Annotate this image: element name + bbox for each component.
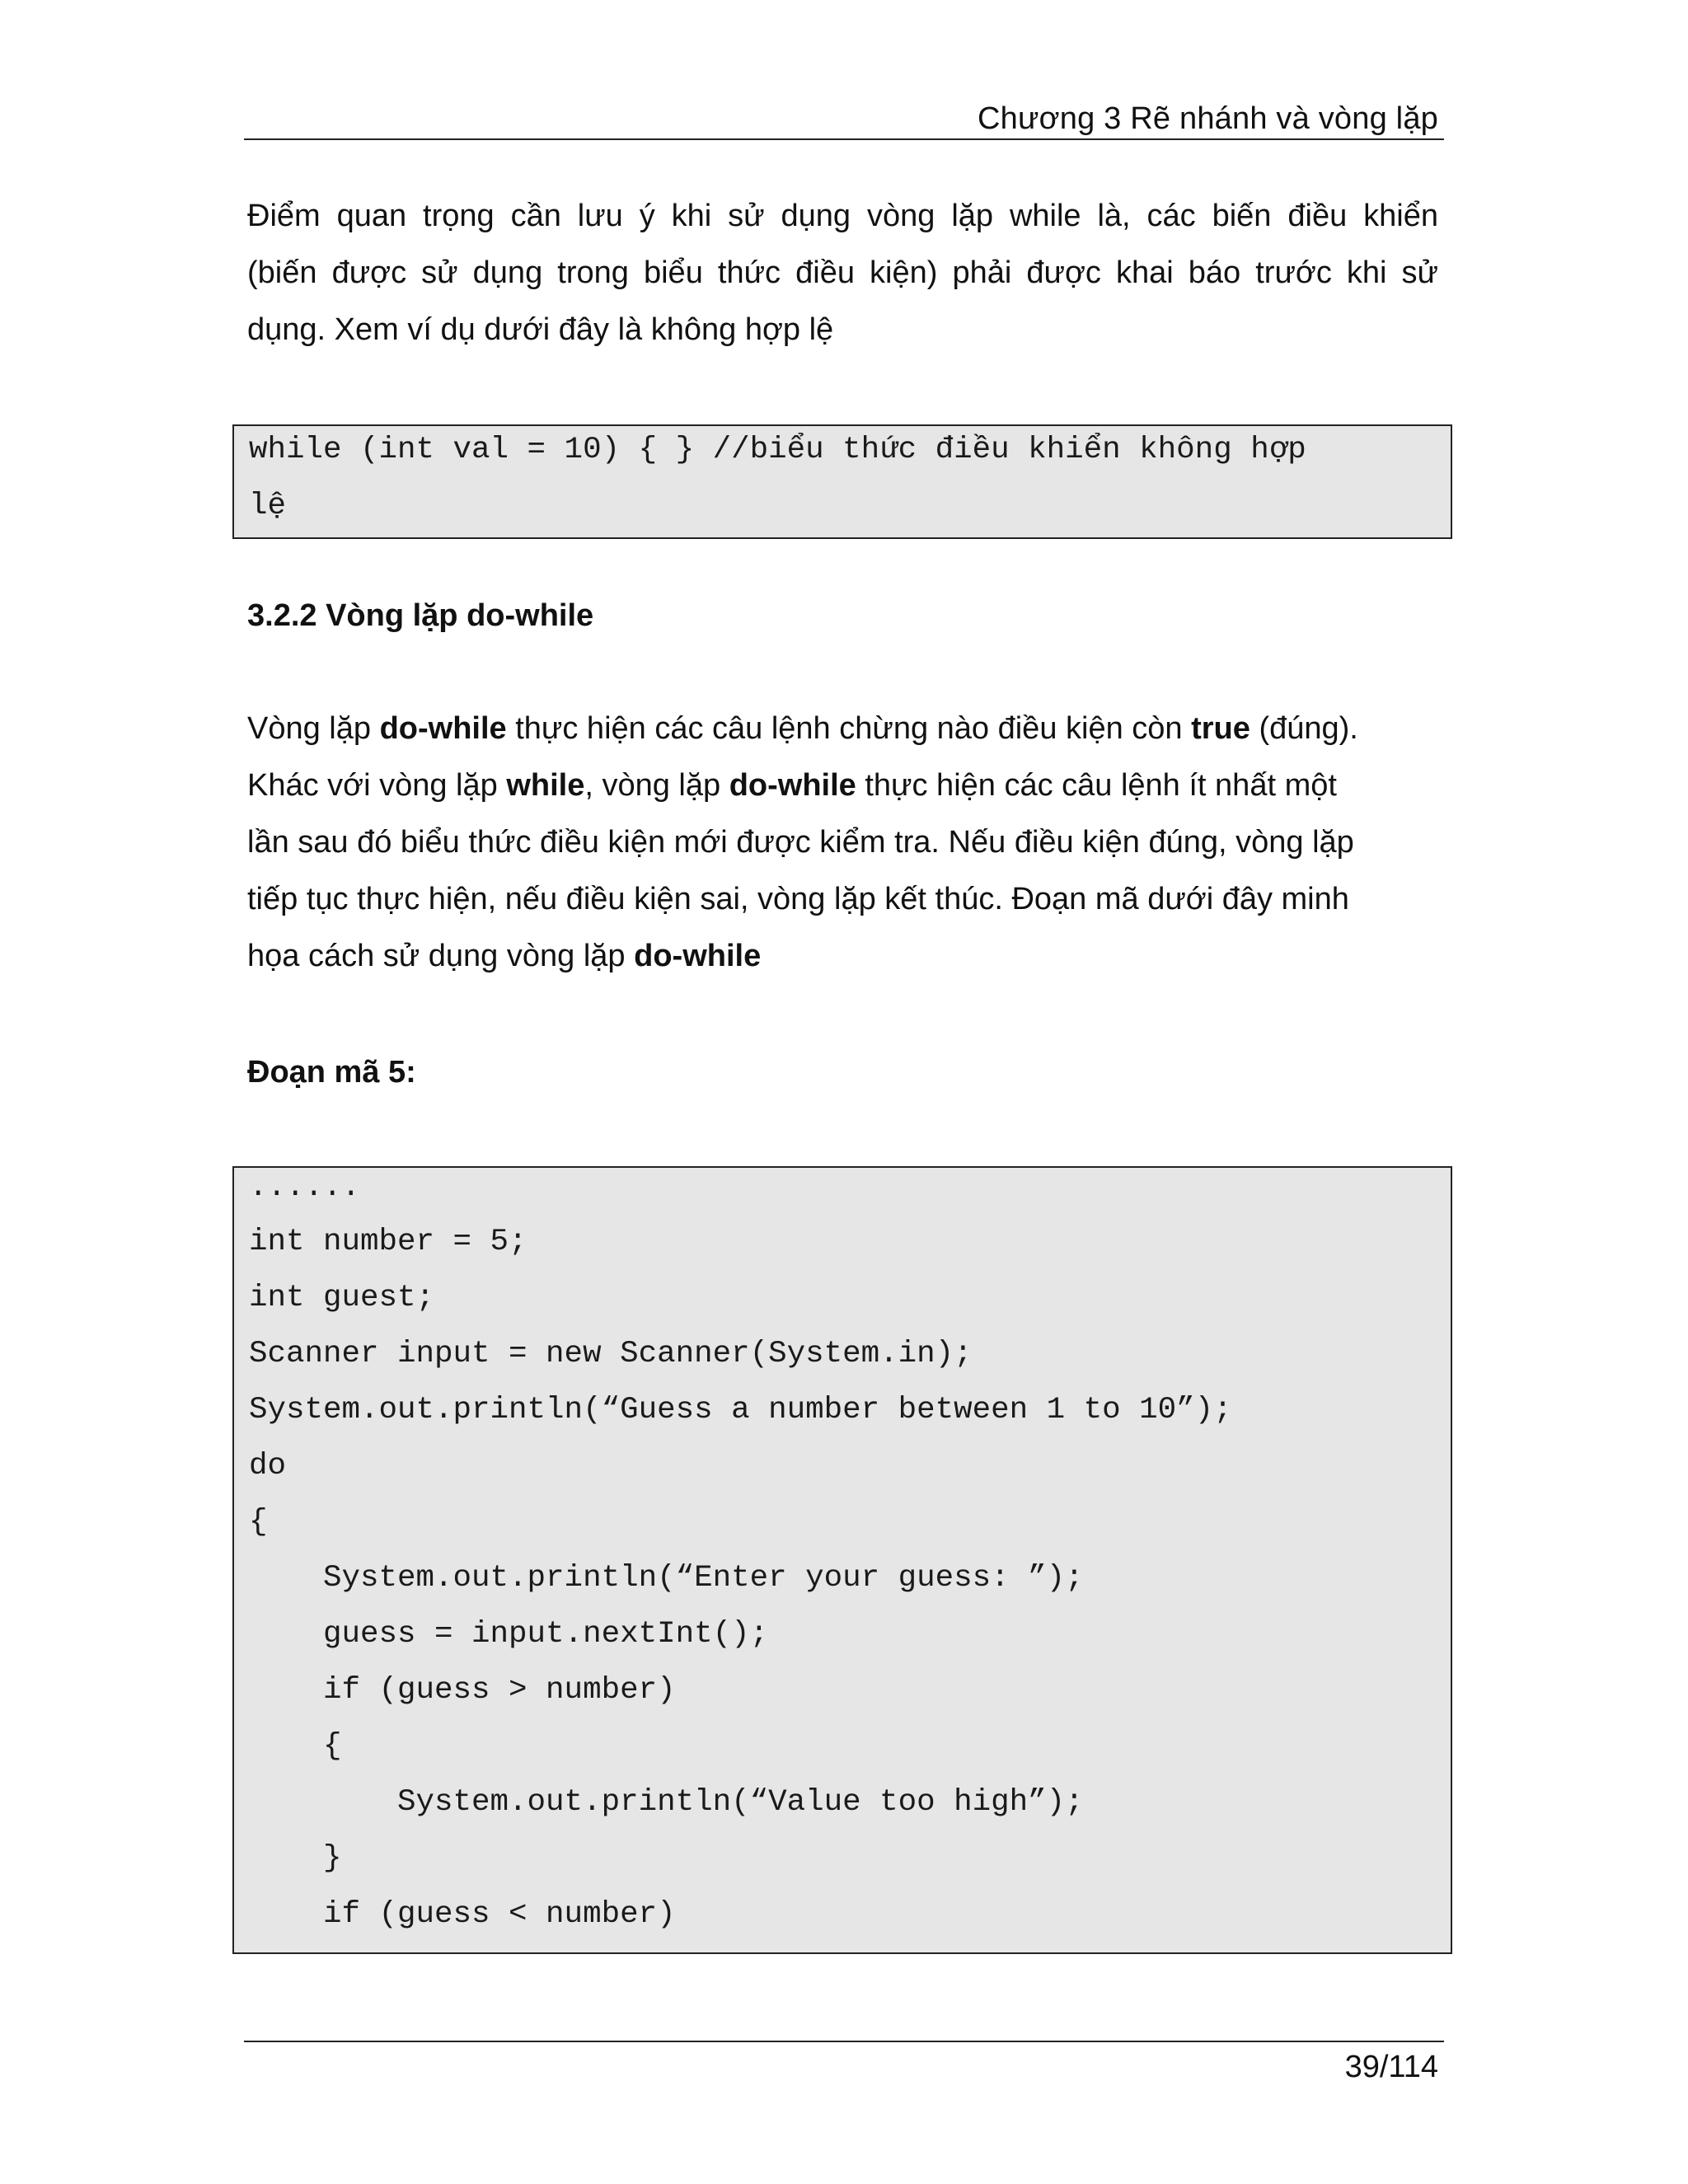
intro-line-2: (biến được sử dụng trong biểu thức điều kiện) phải được khai báo trước khi sử [247, 255, 1438, 290]
code-line: { [249, 1729, 342, 1764]
intro-paragraph [247, 188, 1438, 359]
paragraph-line-2: Khác với vòng lặp while, vòng lặp do-while thực hiện các câu lệnh ít nhất một [247, 768, 1337, 803]
header-divider [244, 138, 1444, 140]
intro-line-3: dụng. Xem ví dụ dưới đây là không hợp lệ [247, 312, 834, 347]
code-block-invalid-while [232, 424, 1452, 539]
paragraph-line-4: tiếp tục thực hiện, nếu điều kiện sai, vòng lặp kết thúc. Đoạn mã dưới đây minh [247, 882, 1349, 916]
do-while-paragraph [247, 701, 1438, 985]
code-line: ...... [249, 1170, 361, 1205]
paragraph-line-1: Vòng lặp do-while thực hiện các câu lệnh chừng nào điều kiện còn true (đúng). [247, 711, 1358, 746]
page-number: 39/114 [1344, 2050, 1438, 2084]
section-heading: 3.2.2 Vòng lặp do-while [247, 598, 594, 633]
code-line: System.out.println(“Enter your guess: ”); [249, 1561, 1084, 1596]
code-line: if (guess > number) [249, 1673, 676, 1708]
code-line: Scanner input = new Scanner(System.in); [249, 1337, 973, 1371]
code-line: if (guess < number) [249, 1897, 676, 1932]
footer-divider [244, 2041, 1444, 2042]
code-line: { [249, 1505, 268, 1540]
code-line: do [249, 1449, 287, 1483]
code-line: guess = input.nextInt(); [249, 1617, 769, 1652]
code-line: lệ [249, 489, 287, 523]
code-line: int number = 5; [249, 1225, 528, 1259]
code-line: while (int val = 10) { } //biểu thức điều khiển không hợp [249, 433, 1306, 467]
code-line: int guest; [249, 1281, 435, 1315]
paragraph-line-3: lần sau đó biểu thức điều kiện mới được kiểm tra. Nếu điều kiện đúng, vòng lặp [247, 825, 1354, 860]
code-block-do-while [232, 1166, 1452, 1954]
code-line: System.out.println(“Value too high”); [249, 1785, 1084, 1820]
intro-line-1: Điểm quan trọng cần lưu ý khi sử dụng vòng lặp while là, các biến điều khiển [247, 199, 1438, 233]
paragraph-line-5: họa cách sử dụng vòng lặp do-while [247, 939, 762, 973]
code-line: } [249, 1841, 342, 1876]
snippet-label: Đoạn mã 5: [247, 1055, 416, 1090]
code-line: System.out.println(“Guess a number between 1 to 10”); [249, 1393, 1232, 1427]
chapter-title: Chương 3 Rẽ nhánh và vòng lặp [978, 101, 1438, 136]
